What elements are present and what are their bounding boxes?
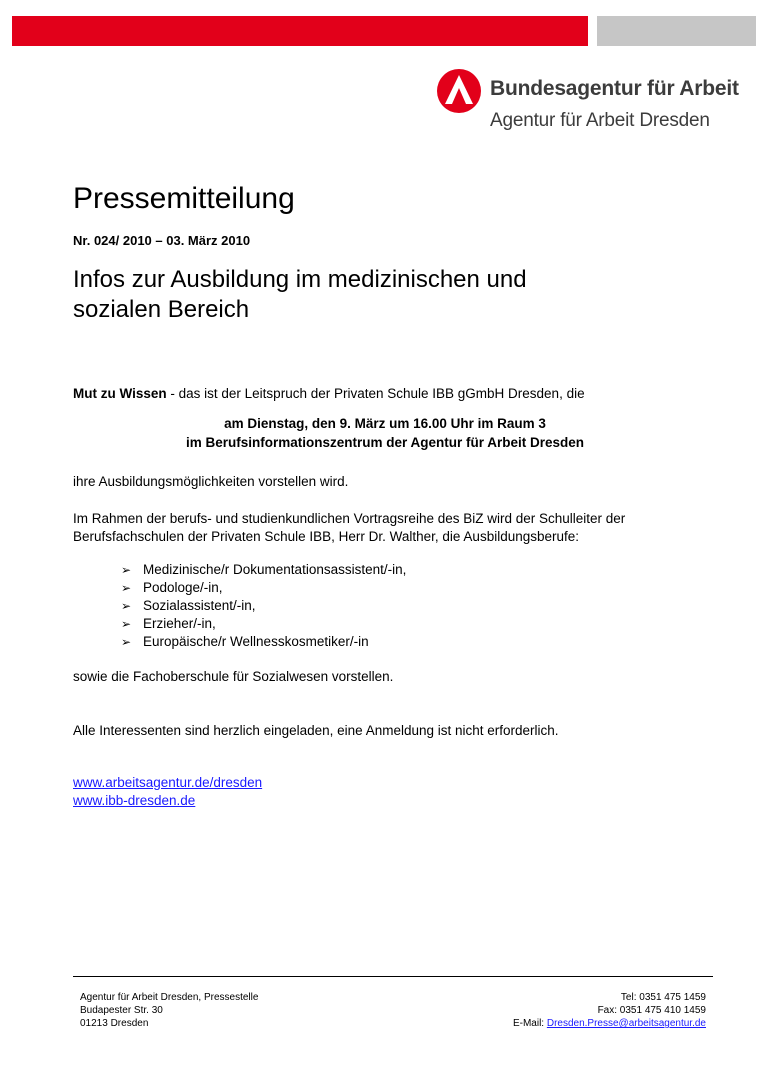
footer-text: 01213 Dresden — [80, 1018, 149, 1029]
list-item-text: Medizinische/r Dokumentationsassistent/-in, — [143, 562, 407, 577]
header-bar-grey — [597, 16, 756, 46]
list-item — [121, 579, 406, 597]
list-item — [121, 615, 406, 633]
footer-text: Budapester Str. 30 — [80, 1005, 163, 1016]
email-link[interactable]: Dresden.Presse@arbeitsagentur.de — [546, 1018, 706, 1029]
list-item-text: Europäische/r Wellnesskosmetiker/-in — [143, 634, 369, 649]
ibb-link[interactable]: www.ibb-dresden.de — [73, 793, 196, 808]
footer-fax: Fax: 0351 475 410 1459 — [597, 1005, 706, 1016]
headline-line: sozialen Bereich — [73, 296, 250, 323]
intro-bold: Mut zu Wissen — [73, 386, 167, 401]
intro-paragraph — [73, 385, 585, 403]
footer-address — [80, 991, 258, 1030]
logo-title: Bundesagentur für Arbeit — [490, 77, 739, 100]
footer-phone: Tel: 0351 475 1459 — [620, 992, 706, 1003]
release-number: Nr. 024/ 2010 – 03. März 2010 — [73, 233, 251, 248]
footer-email-label: E-Mail: — [512, 1018, 547, 1029]
paragraph-text: sowie die Fachoberschule für Sozialwesen vorstellen. — [73, 669, 394, 684]
headline — [73, 265, 693, 325]
event-line: am Dienstag, den 9. März um 16.00 Uhr im Raum 3 — [224, 416, 546, 431]
header-bar-red — [12, 16, 588, 46]
bundesagentur-logo-icon — [436, 68, 482, 114]
list-item — [121, 633, 406, 651]
arrow-bullet-icon: ➢ — [121, 599, 132, 613]
page-title: Pressemitteilung — [73, 182, 295, 215]
footer-contact — [513, 991, 706, 1030]
paragraph-text: Berufsfachschulen der Privaten Schule IBB, Herr Dr. Walther, die Ausbildungsberufe: — [73, 529, 580, 544]
footer-text: Agentur für Arbeit Dresden, Pressestelle — [80, 992, 259, 1003]
arbeitsagentur-link[interactable]: www.arbeitsagentur.de/dresden — [73, 775, 263, 790]
footer-divider — [73, 976, 713, 977]
arrow-bullet-icon: ➢ — [121, 563, 132, 577]
intro-text: - das ist der Leitspruch der Privaten Schule IBB gGmbH Dresden, die — [166, 386, 585, 401]
arrow-bullet-icon: ➢ — [121, 617, 132, 631]
logo-subtitle: Agentur für Arbeit Dresden — [490, 110, 710, 131]
list-item-text: Erzieher/-in, — [143, 616, 216, 631]
arrow-bullet-icon: ➢ — [121, 635, 132, 649]
paragraph-text: Im Rahmen der berufs- und studienkundlichen Vortragsreihe des BiZ wird der Schulleiter der — [73, 511, 626, 526]
list-item-text: Sozialassistent/-in, — [143, 598, 256, 613]
headline-line: Infos zur Ausbildung im medizinischen und — [73, 266, 527, 293]
event-location-line: im Berufsinformationszentrum der Agentur für Arbeit Dresden — [185, 435, 585, 450]
invitation-text: Alle Interessenten sind herzlich eingeladen, eine Anmeldung ist nicht erforderlich. — [73, 723, 559, 738]
arrow-bullet-icon: ➢ — [121, 581, 132, 595]
list-item-text: Podologe/-in, — [143, 580, 223, 595]
list-item — [121, 561, 406, 579]
footer-email-row — [513, 1017, 706, 1030]
paragraph-text: ihre Ausbildungsmöglichkeiten vorstellen wird. — [73, 474, 349, 489]
logo — [436, 68, 746, 138]
list-item — [121, 597, 406, 615]
profession-list — [121, 561, 406, 651]
